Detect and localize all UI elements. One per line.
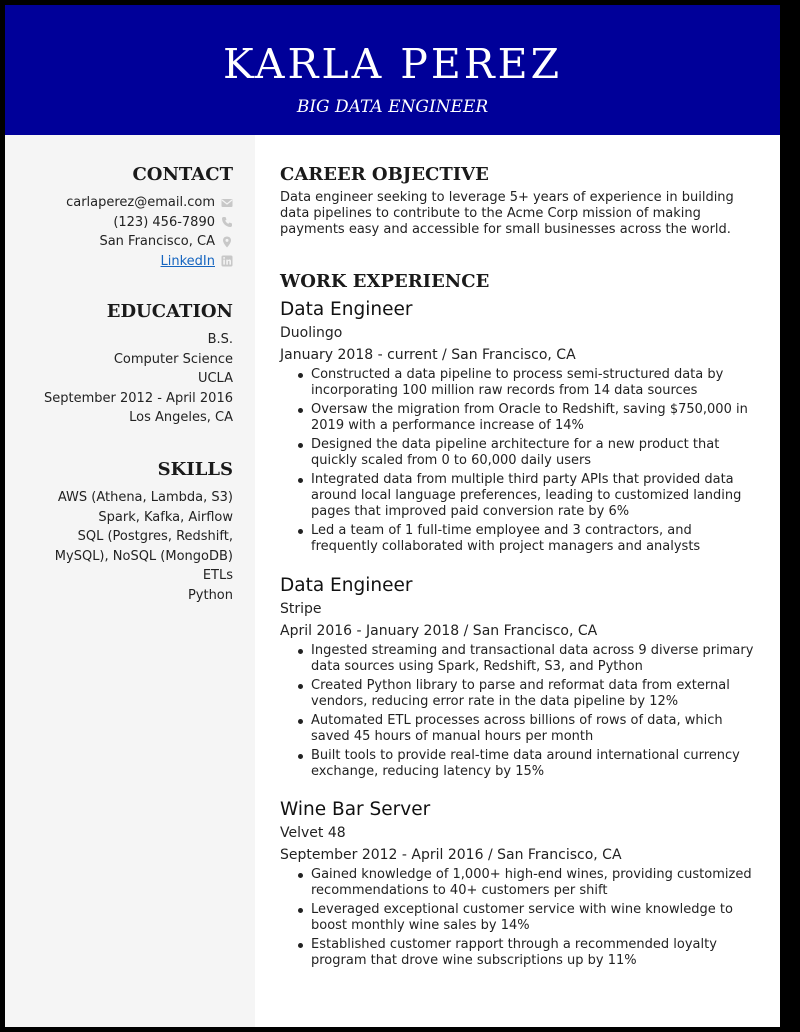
job-meta: September 2012 - April 2016 / San Francisco, CA bbox=[280, 847, 622, 863]
skill-item: AWS (Athena, Lambda, S3) bbox=[57, 490, 233, 505]
education-section bbox=[5, 300, 233, 428]
phone-icon bbox=[221, 216, 233, 228]
education-degree: B.S. bbox=[207, 332, 233, 347]
job-bullet: Designed the data pipeline architecture for a new product that quickly scaled from 0 to 60,000 daily users bbox=[280, 437, 760, 469]
candidate-title: BIG DATA ENGINEER bbox=[296, 97, 489, 117]
linkedin-icon bbox=[221, 255, 233, 267]
job-title: Data Engineer bbox=[280, 299, 413, 320]
job-bullet: Oversaw the migration from Oracle to Redshift, saving $750,000 in 2019 with a performance increase of 14% bbox=[280, 402, 760, 434]
sidebar bbox=[5, 135, 255, 1027]
job-bullet: Automated ETL processes across billions of rows of data, which saved 45 hours of manual hours per month bbox=[280, 713, 760, 745]
header-banner bbox=[5, 5, 780, 135]
job-bullet: Ingested streaming and transactional data across 9 diverse primary data sources using Spark, Redshift, S3, and Python bbox=[280, 643, 760, 675]
map-pin-icon bbox=[221, 236, 233, 248]
job-entry bbox=[280, 798, 760, 972]
job-bullet: Gained knowledge of 1,000+ high-end wines, providing customized recommendations to 40+ customers per shift bbox=[280, 867, 760, 899]
job-title: Data Engineer bbox=[280, 575, 413, 596]
education-major: Computer Science bbox=[113, 351, 233, 367]
job-entry bbox=[280, 574, 760, 783]
job-title: Wine Bar Server bbox=[280, 799, 431, 820]
education-school: UCLA bbox=[197, 371, 233, 386]
skill-item: MySQL), NoSQL (MongoDB) bbox=[54, 548, 233, 564]
objective-text: Data engineer seeking to leverage 5+ years of experience in building data pipelines to contribute to the Acme Corp mission of making payments easy and accessible for small businesses across the world. bbox=[280, 190, 734, 237]
candidate-name: KARLA PEREZ bbox=[222, 40, 563, 88]
job-bullet: Leveraged exceptional customer service with wine knowledge to boost monthly wine sales by 14% bbox=[280, 902, 760, 934]
job-company: Stripe bbox=[280, 601, 322, 617]
contact-linkedin bbox=[5, 252, 233, 272]
contact-location bbox=[5, 232, 233, 252]
skill-item: Python bbox=[187, 587, 233, 603]
phone-text: (123) 456-7890 bbox=[113, 214, 215, 230]
contact-phone bbox=[5, 213, 233, 233]
education-heading: EDUCATION bbox=[106, 301, 233, 322]
job-bullets bbox=[280, 367, 760, 555]
skills-heading: SKILLS bbox=[157, 459, 233, 480]
experience-heading: WORK EXPERIENCE bbox=[280, 271, 490, 292]
skill-item: SQL (Postgres, Redshift, bbox=[77, 529, 233, 544]
job-meta: April 2016 - January 2018 / San Francisco, CA bbox=[280, 623, 598, 639]
job-company: Duolingo bbox=[280, 325, 343, 341]
email-text: carlaperez@email.com bbox=[66, 195, 215, 210]
skill-item: ETLs bbox=[202, 568, 233, 583]
skills-section bbox=[5, 458, 233, 605]
contact-email bbox=[5, 193, 233, 213]
contact-section bbox=[5, 163, 233, 271]
skill-item: Spark, Kafka, Airflow bbox=[98, 509, 233, 525]
job-bullet: Constructed a data pipeline to process semi-structured data by incorporating 100 million raw records from 14 data sources bbox=[280, 367, 760, 399]
job-bullets bbox=[280, 867, 760, 969]
job-bullet: Created Python library to parse and reformat data from external vendors, reducing error rate in the data pipeline by 12% bbox=[280, 678, 760, 710]
job-company: Velvet 48 bbox=[280, 825, 346, 841]
education-location: Los Angeles, CA bbox=[129, 410, 233, 425]
job-entry bbox=[280, 298, 760, 558]
job-bullets bbox=[280, 643, 760, 780]
location-text: San Francisco, CA bbox=[99, 234, 215, 249]
job-meta: January 2018 - current / San Francisco, CA bbox=[280, 347, 576, 363]
contact-heading: CONTACT bbox=[132, 164, 233, 185]
resume-page bbox=[5, 5, 780, 1027]
job-bullet: Led a team of 1 full-time employee and 3 contractors, and frequently collaborated with project managers and analysts bbox=[280, 523, 760, 555]
envelope-icon bbox=[221, 197, 233, 209]
linkedin-link[interactable]: LinkedIn bbox=[160, 253, 215, 269]
job-bullet: Established customer rapport through a recommended loyalty program that drove wine subscriptions up by 11% bbox=[280, 937, 760, 969]
objective-heading: CAREER OBJECTIVE bbox=[280, 164, 489, 185]
job-bullet: Built tools to provide real-time data around international currency exchange, reducing latency by 15% bbox=[280, 748, 760, 780]
job-bullet: Integrated data from multiple third party APIs that provided data around local language preferences, leading to customized landing pages that improved paid conversion rate by 6% bbox=[280, 472, 760, 520]
education-dates: September 2012 - April 2016 bbox=[44, 390, 233, 406]
